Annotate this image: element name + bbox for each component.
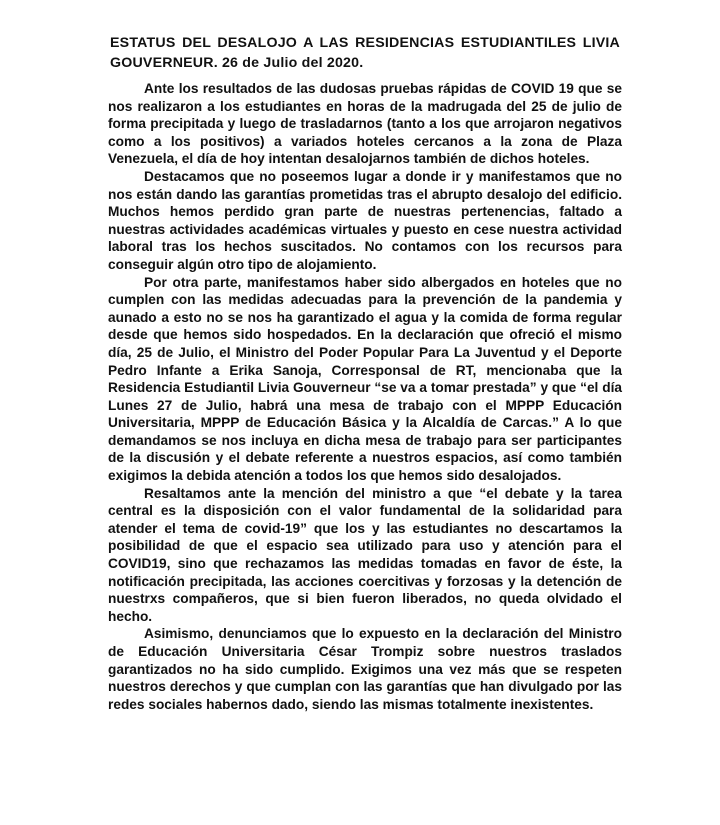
document-body [108, 80, 622, 713]
paragraph-3: Por otra parte, manifestamos haber sido albergados en hoteles que no cumplen con las medidas adecuadas para la prevención de la pandemia y aunado a esto no se nos ha garantizado el agua y la comida de forma regular desde que hemos sido hospedados. En la declaración que ofreció el mismo día, 25 de Julio, el Ministro del Poder Popular Para La Juventud y el Deporte Pedro Infante a Erika Sanoja, Corresponsal de RT, mencionaba que la Residencia Estudiantil Livia Gouverneur “se va a tomar prestada” y que “el día Lunes 27 de Julio, habrá una mesa de trabajo con el MPPP Educación Universitaria, MPPP de Educación Básica y la Alcaldía de Carcas.” A lo que demandamos se nos incluya en dicha mesa de trabajo para ser participantes de la discusión y el debate referente a nuestros espacios, así como también exigimos la debida atención a todos los que hemos sido desalojados. [108, 274, 622, 484]
paragraph-1: Ante los resultados de las dudosas pruebas rápidas de COVID 19 que se nos realizaron a los estudiantes en horas de la madrugada del 25 de julio de forma precipitada y luego de trasladarnos (tanto a los que arrojaron negativos como a los positivos) a variados hoteles cercanos a la zona de Plaza Venezuela, el día de hoy intentan desalojarnos también de dichos hoteles. [108, 81, 622, 167]
paragraph-5: Asimismo, denunciamos que lo expuesto en la declaración del Ministro de Educación Universitaria César Trompiz sobre nuestros traslados garantizados no ha sido cumplido. Exigimos una vez más que se respeten nuestros derechos y que cumplan con las garantías que han divulgado por las redes sociales habernos dado, siendo las mismas totalmente inexistentes. [108, 626, 622, 712]
paragraph-2: Destacamos que no poseemos lugar a donde ir y manifestamos que no nos están dando las garantías prometidas tras el abrupto desalojo del edificio. Muchos hemos perdido gran parte de nuestras pertenencias, faltado a nuestras actividades académicas virtuales y puesto en cese nuestra actividad laboral tras los hechos suscitados. No contamos con los recursos para conseguir algún otro tipo de alojamiento. [108, 168, 622, 272]
paragraph-4: Resaltamos ante la mención del ministro a que “el debate y la tarea central es la disposición con el valor fundamental de la solidaridad para atender el tema de covid-19” que los y las estudiantes no descartamos la posibilidad de que el espacio sea utilizado para uso y atención para el COVID19, sino que rechazamos las medidas tomadas en favor de éste, la notificación precipitada, las acciones coercitivas y forzosas y la detención de nuestrxs compañeros, que si bien fueron liberados, no queda olvidado el hecho. [108, 485, 622, 624]
document-title: ESTATUS DEL DESALOJO A LAS RESIDENCIAS ESTUDIANTILES LIVIA GOUVERNEUR. 26 de Julio del 2020. [110, 35, 620, 71]
